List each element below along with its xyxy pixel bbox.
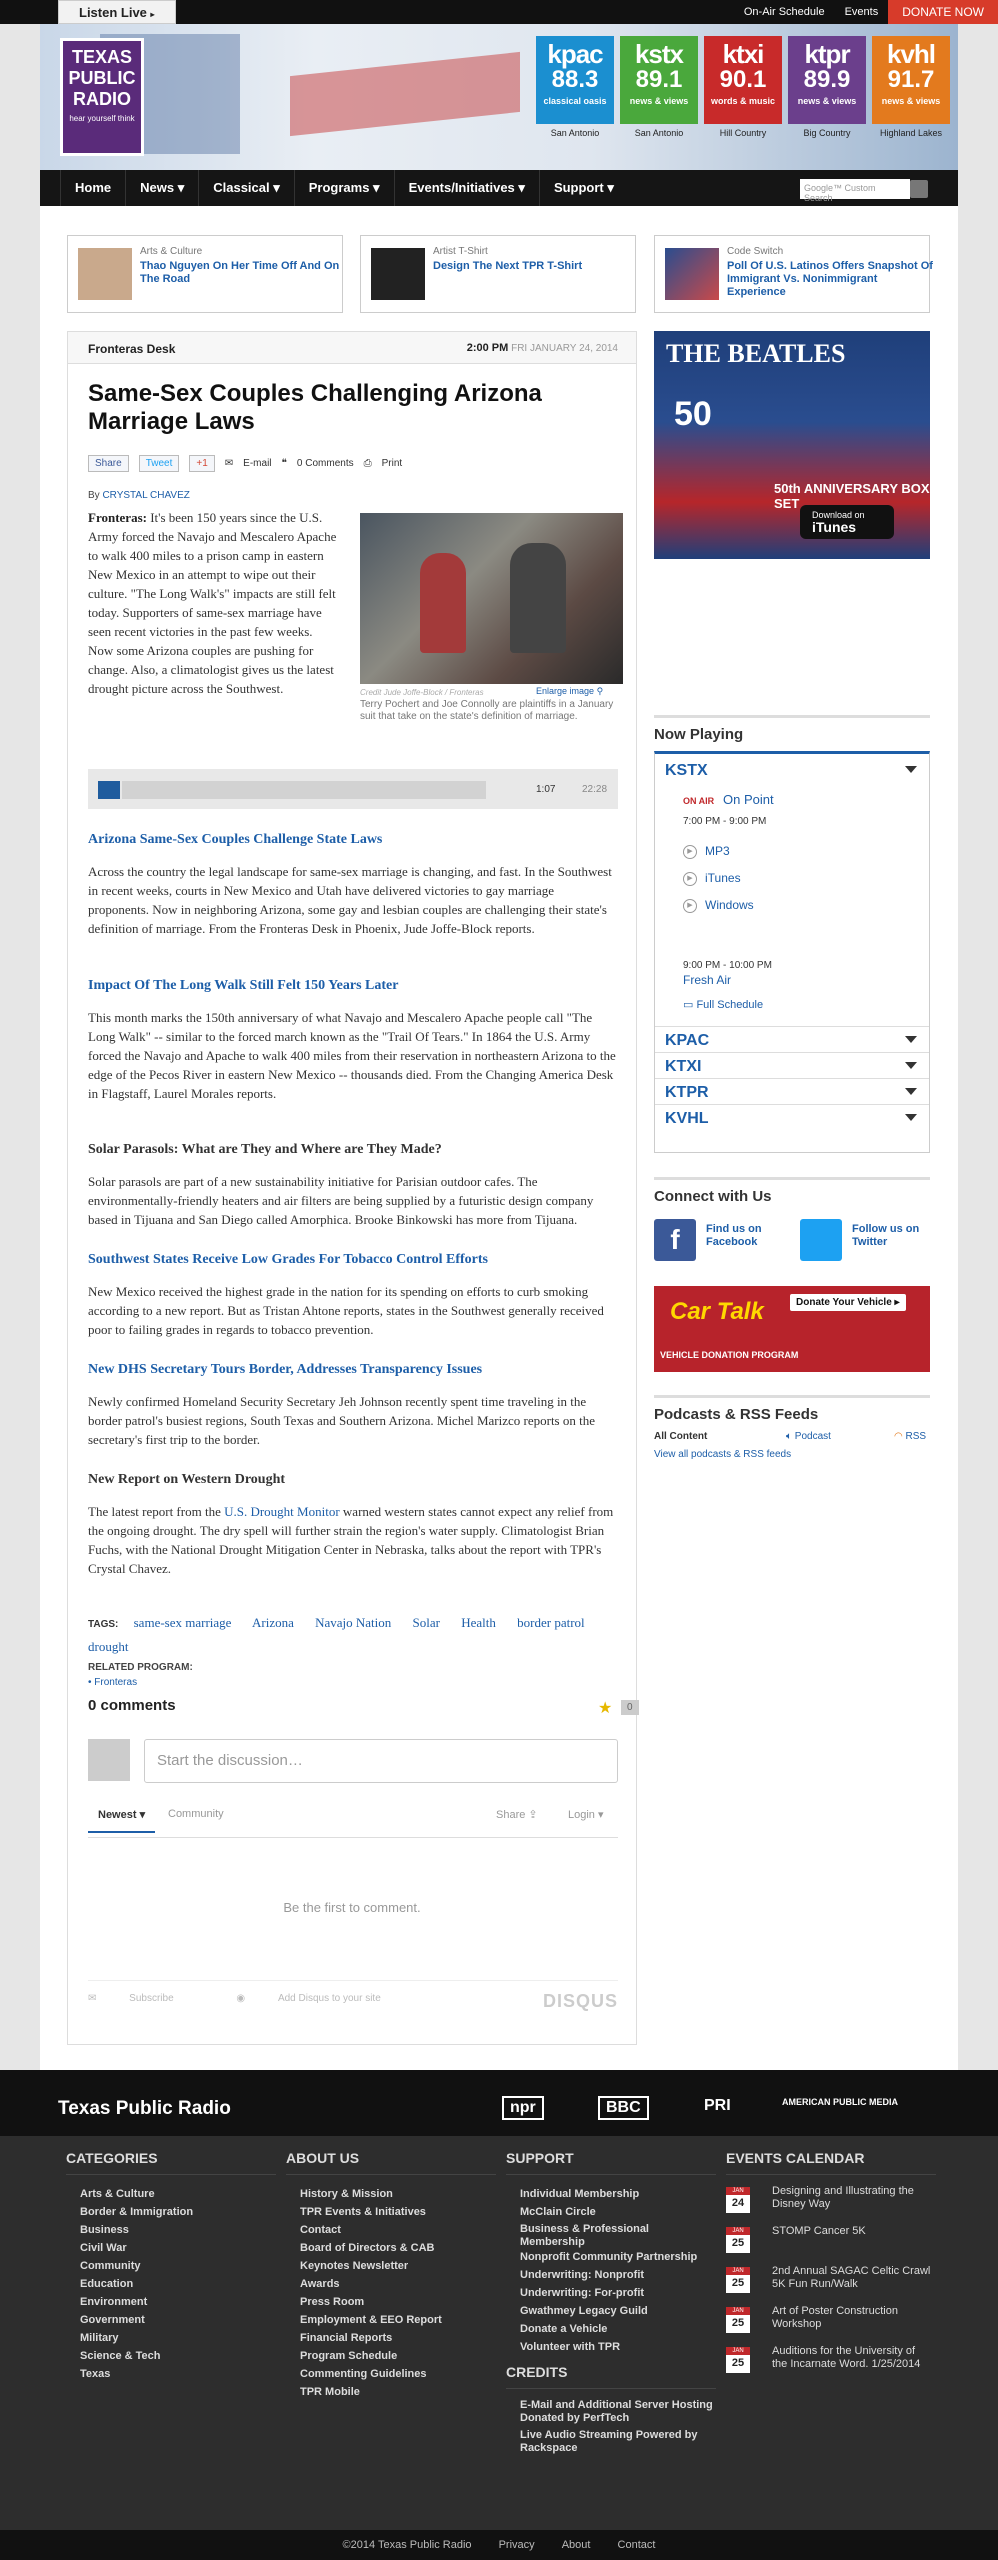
stream-itunes[interactable] bbox=[683, 871, 741, 886]
segment-title: Solar Parasols: What are They and Where are They Made? bbox=[88, 1142, 442, 1157]
chevron-down-icon bbox=[905, 1088, 917, 1095]
footer-link[interactable]: Military bbox=[80, 2332, 119, 2344]
comments-icon: ❝ bbox=[281, 458, 287, 469]
beatles-box-set: 50th ANNIVERSARY BOX SET bbox=[774, 481, 930, 511]
station-frequency: 90.1 bbox=[719, 66, 767, 93]
station-frequency: 88.3 bbox=[551, 66, 599, 93]
publish-date: FRI JANUARY 24, 2014 bbox=[511, 343, 618, 354]
footer-link[interactable]: Live Audio Streaming Powered by Rackspace bbox=[520, 2429, 698, 2454]
station-row-ktxi[interactable] bbox=[655, 1052, 929, 1078]
footer-link[interactable]: TPR Events & Initiatives bbox=[300, 2206, 426, 2218]
star-count: 0 bbox=[621, 1700, 639, 1715]
footer-link[interactable]: Gwathmey Legacy Guild bbox=[520, 2305, 648, 2317]
station-tagline: news & views bbox=[881, 96, 941, 106]
footer-link[interactable]: Civil War bbox=[80, 2242, 127, 2254]
elapsed-time: 1:07 bbox=[536, 784, 556, 795]
segment-body: Solar parasols are part of a new sustainability initiative for Parisian outdoor cafes. The environmentally-friendly heaters and air filters are being supplied by a futuristic design company based in Tijuana and San Diego called Amorphica. Brooke Binkowski has more from Tijuana. bbox=[88, 1174, 594, 1227]
print-icon: ⎙ bbox=[363, 458, 372, 469]
article-photo[interactable] bbox=[360, 513, 623, 684]
site-header bbox=[40, 24, 958, 170]
disqus-logo[interactable]: DISQUS bbox=[542, 1991, 618, 2011]
view-all-podcasts-link[interactable]: View all podcasts & RSS feeds bbox=[654, 1449, 792, 1460]
station-list bbox=[536, 36, 950, 138]
segment-body: Newly confirmed Homeland Security Secretary Jeh Johnson recently spent time traveling in the border patrol's busiest regions, South Texas and Southern Arizona. Michel Marizco reports on the secretary's first trip to the border. bbox=[88, 1394, 595, 1447]
photo-caption: Terry Pochert and Joe Connolly are plaintiffs in a January suit that take on the state's definition of marriage. bbox=[360, 699, 614, 722]
event-title[interactable]: Auditions for the University of the Incarnate Word. 1/25/2014 bbox=[772, 2345, 921, 2370]
calendar-icon bbox=[726, 2187, 750, 2213]
station-badge bbox=[620, 36, 698, 124]
chevron-down-icon[interactable] bbox=[905, 766, 917, 773]
tag-link[interactable]: drought bbox=[88, 1639, 129, 1654]
itunes-label: iTunes bbox=[812, 519, 857, 535]
footer-link[interactable]: Government bbox=[80, 2314, 145, 2326]
station-kstx[interactable] bbox=[620, 36, 698, 138]
twitter-link[interactable]: Follow us on Twitter bbox=[852, 1223, 920, 1248]
article-lead bbox=[88, 508, 338, 698]
tweet-button[interactable]: Tweet bbox=[139, 455, 180, 472]
all-content-label: All Content bbox=[654, 1431, 708, 1442]
beatles-title: THE BEATLES bbox=[666, 339, 846, 368]
footer-heading: CREDITS bbox=[506, 2364, 716, 2389]
station-name: KVHL bbox=[665, 1110, 709, 1127]
total-time: 22:28 bbox=[582, 784, 608, 795]
footer-link[interactable]: Underwriting: Nonprofit bbox=[520, 2269, 645, 2281]
apm-logo[interactable]: AMERICAN PUBLIC MEDIA bbox=[782, 2097, 898, 2107]
station-city: Hill Country bbox=[719, 128, 767, 138]
station-row-kvhl[interactable] bbox=[655, 1104, 929, 1130]
footer bbox=[0, 2070, 998, 2560]
stream-label: iTunes bbox=[705, 871, 741, 885]
author-link[interactable]: CRYSTAL CHAVEZ bbox=[102, 490, 190, 501]
play-button[interactable] bbox=[98, 781, 120, 799]
next-show bbox=[683, 960, 772, 987]
calendar-icon: ▭ bbox=[683, 999, 697, 1011]
related-program-name: Fronteras bbox=[94, 1677, 138, 1688]
beatles-ad[interactable] bbox=[654, 331, 930, 559]
logo-line-2: PUBLIC bbox=[68, 68, 136, 88]
station-call: kstx bbox=[634, 39, 684, 69]
enlarge-image-link[interactable] bbox=[536, 686, 603, 697]
mail-icon: ✉ bbox=[88, 1993, 100, 2004]
station-badge bbox=[536, 36, 614, 124]
donate-button[interactable]: DONATE NOW bbox=[888, 0, 998, 24]
footer-events bbox=[726, 2150, 936, 2385]
segment bbox=[88, 1472, 618, 1578]
donate-vehicle-button[interactable]: Donate Your Vehicle ▸ bbox=[790, 1294, 906, 1311]
events-link[interactable]: Events bbox=[844, 6, 879, 18]
current-show-link[interactable]: On Point bbox=[723, 792, 774, 807]
event-item[interactable] bbox=[726, 2185, 936, 2223]
bbc-logo[interactable]: BBC bbox=[598, 2096, 649, 2120]
station-row-ktpr[interactable] bbox=[655, 1078, 929, 1104]
tag-link[interactable]: Arizona bbox=[251, 1615, 294, 1630]
tab-community[interactable]: Community bbox=[168, 1808, 224, 1820]
segment bbox=[88, 1252, 618, 1339]
calendar-icon bbox=[726, 2227, 750, 2253]
facebook-share-button[interactable]: Share bbox=[88, 455, 129, 472]
play-icon: ▶ bbox=[683, 899, 697, 913]
rss-link[interactable] bbox=[894, 1431, 926, 1442]
footer-link[interactable]: Border & Immigration bbox=[80, 2206, 194, 2218]
stream-label: Windows bbox=[705, 898, 754, 912]
station-ktpr[interactable] bbox=[788, 36, 866, 138]
promo-card[interactable] bbox=[67, 235, 343, 313]
top-links bbox=[734, 0, 998, 24]
promo-kicker: Code Switch bbox=[727, 246, 784, 257]
on-air-label: ON AIR bbox=[683, 796, 715, 806]
full-schedule-label: Full Schedule bbox=[696, 999, 764, 1011]
disqus-icon: ◉ bbox=[236, 1993, 248, 2004]
station-kpac[interactable] bbox=[536, 36, 614, 138]
segment-body: New Mexico received the highest grade in the nation for its spending on efforts to curb smoking according to a new report. But as Tristan Ahtone reports, states in the Southwest generally received poor to failing grades in regards to tobacco prevention. bbox=[88, 1284, 604, 1337]
footer-link[interactable]: Donate a Vehicle bbox=[520, 2323, 608, 2335]
npr-logo[interactable]: npr bbox=[502, 2096, 544, 2120]
now-playing-widget bbox=[654, 751, 930, 1153]
segment-body: Across the country the legal landscape for same-sex marriage is changing, and fast. In the Southwest in recent weeks, courts in New Mexico and Utah have delivered victories to gay marriage proponents. Now in neighboring Arizona, some gay and lesbian couples are challenging their state's definition of marriage. From the Fronteras Desk in Phoenix, Jude Joffe-Block reports. bbox=[88, 864, 612, 936]
stream-mp3[interactable] bbox=[683, 844, 730, 859]
station-tagline: news & views bbox=[797, 96, 857, 106]
now-playing-heading: Now Playing bbox=[654, 715, 930, 743]
calendar-icon bbox=[726, 2307, 750, 2333]
event-month: JAN bbox=[726, 2347, 750, 2355]
footer-heading: ABOUT US bbox=[286, 2150, 496, 2175]
station-city: Highland Lakes bbox=[879, 128, 943, 138]
calendar-icon bbox=[726, 2267, 750, 2293]
related-label: RELATED PROGRAM: bbox=[88, 1662, 193, 1673]
station-ktxi[interactable] bbox=[704, 36, 782, 138]
nav-home[interactable]: Home bbox=[60, 170, 125, 206]
tab-newest[interactable]: Newest ▾ bbox=[88, 1808, 155, 1833]
promo-title[interactable]: Thao Nguyen On Her Time Off And On The Road bbox=[140, 260, 340, 285]
footer-link[interactable]: Nonprofit Community Partnership bbox=[520, 2251, 698, 2263]
rss-label: RSS bbox=[905, 1431, 927, 1442]
footer-link[interactable]: Awards bbox=[300, 2278, 340, 2290]
station-city: San Antonio bbox=[550, 128, 600, 138]
listen-live-button[interactable] bbox=[58, 0, 176, 24]
tag-link[interactable]: same-sex marriage bbox=[133, 1615, 232, 1630]
nav-events[interactable]: Events/Initiatives ▾ bbox=[394, 170, 539, 206]
tpr-logo[interactable] bbox=[60, 38, 144, 156]
segment-body-rest: warned western states cannot expect any relief from the ongoing drought. The dry spell will further strain the region's water supply. Climatologist Brian Fuchs, with the National Drought Mitigation Center in Nebraska, talks about the report with TPR's Crystal Chavez. bbox=[88, 1504, 614, 1576]
add-disqus-link[interactable] bbox=[236, 1993, 410, 2004]
article bbox=[67, 331, 637, 2045]
promo-thumbnail bbox=[78, 248, 132, 300]
event-day: 25 bbox=[731, 2357, 745, 2369]
tags bbox=[88, 1612, 618, 1658]
full-schedule-link[interactable] bbox=[683, 998, 763, 1011]
photo-credit: Credit Jude Joffe-Block / Fronteras bbox=[360, 688, 484, 697]
login-button[interactable]: Login ▾ bbox=[568, 1809, 604, 1821]
footer-link[interactable]: Keynotes Newsletter bbox=[300, 2260, 409, 2272]
share-discussion-button[interactable]: Share ⇪ bbox=[496, 1809, 538, 1821]
audio-progress-bar[interactable] bbox=[122, 781, 486, 799]
event-month: JAN bbox=[726, 2187, 750, 2195]
promo-card[interactable] bbox=[360, 235, 636, 313]
station-city: Big Country bbox=[803, 128, 851, 138]
station-call: ktxi bbox=[722, 39, 764, 69]
segment-title[interactable]: New DHS Secretary Tours Border, Addresses Transparency Issues bbox=[88, 1362, 483, 1377]
subscribe-link[interactable] bbox=[88, 1993, 204, 2004]
footer-link[interactable]: Employment & EEO Report bbox=[300, 2314, 442, 2326]
station-call: kpac bbox=[547, 39, 603, 69]
station-badge bbox=[704, 36, 782, 124]
footer-link[interactable]: Science & Tech bbox=[80, 2350, 161, 2362]
tag-link[interactable]: border patrol bbox=[517, 1615, 585, 1630]
byline bbox=[88, 490, 190, 501]
privacy-link[interactable]: Privacy bbox=[498, 2539, 535, 2551]
footer-link[interactable]: History & Mission bbox=[300, 2188, 393, 2200]
station-name: KPAC bbox=[665, 1032, 710, 1049]
on-air-schedule-link[interactable]: On-Air Schedule bbox=[743, 6, 825, 18]
related-program-link[interactable]: • Fronteras bbox=[88, 1677, 138, 1688]
current-show-hours: 7:00 PM - 9:00 PM bbox=[683, 816, 767, 827]
email-icon: ✉ bbox=[224, 458, 234, 469]
chevron-down-icon bbox=[905, 1114, 917, 1121]
station-row-kpac[interactable] bbox=[655, 1026, 929, 1052]
event-day: 24 bbox=[731, 2197, 745, 2209]
tags-label: TAGS: bbox=[88, 1619, 119, 1630]
tag-link[interactable]: Solar bbox=[412, 1615, 440, 1630]
empty-comments-message: Be the first to comment. bbox=[283, 1900, 421, 1915]
promo-thumbnail bbox=[665, 248, 719, 300]
promo-card[interactable] bbox=[654, 235, 933, 313]
publish-time bbox=[467, 342, 618, 354]
main-nav bbox=[40, 170, 958, 206]
footer-heading: EVENTS CALENDAR bbox=[726, 2150, 936, 2175]
email-link[interactable]: E-mail bbox=[243, 458, 272, 469]
subscribe-label: Subscribe bbox=[129, 1993, 174, 2004]
event-item[interactable] bbox=[726, 2345, 936, 2383]
rss-icon: ◠ bbox=[894, 1431, 906, 1442]
nav-classical[interactable]: Classical ▾ bbox=[198, 170, 294, 206]
station-kvhl[interactable] bbox=[872, 36, 950, 138]
footer-link[interactable]: Board of Directors & CAB bbox=[300, 2242, 435, 2254]
search-input[interactable]: Google™ Custom Search bbox=[800, 179, 910, 199]
stream-windows[interactable] bbox=[683, 898, 754, 913]
footer-heading: CATEGORIES bbox=[66, 2150, 276, 2175]
segment-title[interactable]: Impact Of The Long Walk Still Felt 150 Years Later bbox=[88, 978, 399, 993]
event-day: 25 bbox=[731, 2237, 745, 2249]
promo-title[interactable]: Design The Next TPR T-Shirt bbox=[433, 260, 583, 272]
discussion-tabs bbox=[88, 1808, 618, 1838]
station-frequency: 91.7 bbox=[887, 66, 935, 93]
station-frequency: 89.9 bbox=[803, 66, 851, 93]
footer-link[interactable]: Education bbox=[80, 2278, 134, 2290]
next-show-hours: 9:00 PM - 10:00 PM bbox=[683, 960, 772, 971]
disqus-footer bbox=[88, 1980, 618, 2014]
photo-figure bbox=[510, 543, 566, 653]
footer-link[interactable]: Arts & Culture bbox=[80, 2188, 155, 2200]
footer-categories bbox=[66, 2150, 276, 2383]
footer-support bbox=[506, 2150, 716, 2455]
car-talk-ad[interactable] bbox=[654, 1286, 930, 1372]
podcasts-heading: Podcasts & RSS Feeds bbox=[654, 1395, 930, 1423]
segment-body: This month marks the 150th anniversary of what Navajo and Mescalero Apache people call "The Long Walk" -- similar to the forced march known as the "Trail Of Tears." In 1864 the U.S. Army forced the Navajo and Apache to walk 400 miles from their reservation in northeastern Arizona to the edge of the Pecos River in eastern New Mexico -- thousands died. From the Changing America Desk in Flagstaff, Laurel Morales reports. bbox=[88, 1010, 616, 1101]
event-item[interactable] bbox=[726, 2225, 936, 2263]
event-title[interactable]: Art of Poster Construction Workshop bbox=[772, 2305, 898, 2330]
station-name: KTPR bbox=[665, 1084, 709, 1101]
event-item[interactable] bbox=[726, 2265, 936, 2303]
station-badge bbox=[872, 36, 950, 124]
podcast-links bbox=[654, 1431, 930, 1460]
logo-line-3: RADIO bbox=[73, 89, 131, 109]
station-tagline: classical oasis bbox=[543, 96, 607, 106]
audio-player bbox=[88, 769, 618, 809]
nav-news[interactable]: News ▾ bbox=[125, 170, 198, 206]
footer-link[interactable]: Commenting Guidelines bbox=[300, 2368, 427, 2380]
comment-count: 0 comments bbox=[88, 1697, 176, 1714]
footer-link[interactable]: Environment bbox=[80, 2296, 148, 2308]
event-day: 25 bbox=[731, 2317, 745, 2329]
car-talk-title: Car Talk bbox=[670, 1298, 764, 1325]
event-title[interactable]: Designing and Illustrating the Disney Way bbox=[772, 2185, 914, 2210]
footer-link[interactable]: TPR Mobile bbox=[300, 2386, 360, 2398]
share-bar bbox=[88, 455, 402, 472]
related-program bbox=[88, 1662, 193, 1688]
event-title[interactable]: STOMP Cancer 5K bbox=[772, 2225, 866, 2237]
station-city: San Antonio bbox=[634, 128, 684, 138]
bottom-bar bbox=[0, 2530, 998, 2560]
star-icon[interactable]: ★ bbox=[598, 1700, 613, 1717]
top-bar bbox=[0, 0, 998, 24]
publish-hour: 2:00 PM bbox=[466, 342, 509, 354]
footer-header bbox=[0, 2070, 998, 2136]
segment bbox=[88, 832, 618, 938]
byline-label: By bbox=[88, 490, 100, 501]
segment-body bbox=[88, 1502, 618, 1578]
footer-link[interactable]: McClain Circle bbox=[520, 2206, 596, 2218]
tag-link[interactable]: Health bbox=[461, 1615, 496, 1630]
tag-link[interactable]: Navajo Nation bbox=[315, 1615, 392, 1630]
facebook-link[interactable]: Find us on Facebook bbox=[706, 1223, 762, 1248]
stream-label: MP3 bbox=[705, 844, 730, 858]
segment-title[interactable]: Southwest States Receive Low Grades For Tobacco Control Efforts bbox=[88, 1252, 489, 1267]
segment-title: New Report on Western Drought bbox=[88, 1472, 286, 1487]
enlarge-label: Enlarge image bbox=[536, 686, 595, 696]
station-frequency: 89.1 bbox=[635, 66, 683, 93]
segment-title[interactable]: Arizona Same-Sex Couples Challenge State Laws bbox=[88, 832, 383, 847]
footer-link[interactable]: Contact bbox=[300, 2224, 341, 2236]
next-show-link[interactable]: Fresh Air bbox=[683, 973, 732, 987]
promo-kicker: Arts & Culture bbox=[140, 246, 203, 257]
footer-link[interactable]: E-Mail and Additional Server Hosting Donated by PerfTech bbox=[520, 2399, 713, 2424]
station-name: KTXI bbox=[665, 1058, 702, 1075]
event-month: JAN bbox=[726, 2227, 750, 2235]
page-body bbox=[40, 206, 958, 2070]
logo-line-1: TEXAS bbox=[71, 47, 132, 67]
nav-support[interactable]: Support ▾ bbox=[539, 170, 628, 206]
footer-link[interactable]: Volunteer with TPR bbox=[520, 2341, 621, 2353]
beatles-fifty: 50 bbox=[674, 395, 712, 433]
promo-thumbnail bbox=[371, 248, 425, 300]
lead-text: It's been 150 years since the U.S. Army forced the Navajo and Mescalero Apache to walk 400 miles to a prison camp in eastern New Mexico in an attempt to wipe out their culture. "The Long Walk's" impacts are still felt today. Supporters of same-sex marriage have seen recent victories in the past few weeks. Now some Arizona couples are pushing for change. Also, a climatologist gives us the latest drought picture across the Southwest. bbox=[88, 510, 337, 696]
footer-link[interactable]: Business & Professional Membership bbox=[520, 2223, 649, 2248]
station-call: kvhl bbox=[886, 39, 936, 69]
event-day: 25 bbox=[731, 2277, 745, 2289]
station-tagline: news & views bbox=[629, 96, 689, 106]
footer-about bbox=[286, 2150, 496, 2401]
twitter-icon[interactable] bbox=[800, 1219, 842, 1261]
itunes-small: Download on bbox=[812, 510, 865, 520]
footer-link[interactable]: Community bbox=[80, 2260, 141, 2272]
chevron-down-icon bbox=[905, 1062, 917, 1069]
event-month: JAN bbox=[726, 2267, 750, 2275]
footer-brand[interactable]: Texas Public Radio bbox=[58, 2098, 231, 2119]
segment bbox=[88, 978, 618, 1103]
footer-link[interactable]: Texas bbox=[80, 2368, 111, 2380]
footer-link[interactable]: Financial Reports bbox=[300, 2332, 393, 2344]
station-tagline: words & music bbox=[710, 96, 775, 106]
desk-bar bbox=[68, 332, 636, 364]
photo-figure bbox=[420, 553, 466, 653]
footer-link[interactable]: Program Schedule bbox=[300, 2350, 398, 2362]
play-icon: ▶ bbox=[683, 845, 697, 859]
footer-link[interactable]: Individual Membership bbox=[520, 2188, 640, 2200]
event-item[interactable] bbox=[726, 2305, 936, 2343]
facebook-icon[interactable]: f bbox=[654, 1219, 696, 1261]
google-plus-button[interactable]: +1 bbox=[189, 455, 214, 472]
desk-name[interactable]: Fronteras Desk bbox=[88, 342, 176, 356]
avatar bbox=[88, 1739, 130, 1781]
footer-link[interactable]: Business bbox=[80, 2224, 129, 2236]
footer-link[interactable]: Press Room bbox=[300, 2296, 365, 2308]
pri-logo[interactable]: PRI bbox=[704, 2097, 731, 2114]
calendar-icon bbox=[726, 2347, 750, 2373]
event-month: JAN bbox=[726, 2307, 750, 2315]
itunes-badge[interactable] bbox=[800, 505, 894, 539]
event-title[interactable]: 2nd Annual SAGAC Celtic Crawl 5K Fun Run/Walk bbox=[772, 2265, 931, 2290]
station-badge bbox=[788, 36, 866, 124]
station-selector[interactable]: KSTX bbox=[665, 762, 708, 779]
article-headline: Same-Sex Couples Challenging Arizona Marriage Laws bbox=[88, 380, 542, 435]
contact-link[interactable]: Contact bbox=[617, 2539, 656, 2551]
podcast-link[interactable] bbox=[786, 1431, 831, 1442]
magnifier-icon: ⚲ bbox=[596, 686, 604, 696]
connect-heading: Connect with Us bbox=[654, 1177, 930, 1205]
play-icon: ▶ bbox=[683, 872, 697, 886]
footer-link[interactable]: Underwriting: For-profit bbox=[520, 2287, 645, 2299]
add-disqus-label: Add Disqus to your site bbox=[277, 1993, 381, 2004]
print-link[interactable]: Print bbox=[381, 458, 403, 469]
listen-live-label: Listen Live bbox=[79, 5, 147, 20]
about-link[interactable]: About bbox=[561, 2539, 591, 2551]
speaker-icon: 🔈︎ bbox=[786, 1431, 795, 1442]
texas-flag-stripe bbox=[290, 52, 520, 136]
segment bbox=[88, 1142, 618, 1229]
comments-link[interactable]: 0 Comments bbox=[296, 458, 354, 469]
promo-kicker: Artist T-Shirt bbox=[433, 246, 488, 257]
podcast-label: Podcast bbox=[794, 1431, 831, 1442]
drought-monitor-link[interactable]: U.S. Drought Monitor bbox=[224, 1504, 340, 1519]
play-arrow-icon: ▸ bbox=[150, 10, 155, 19]
comment-input[interactable]: Start the discussion… bbox=[144, 1739, 618, 1783]
vehicle-donation-label: VEHICLE DONATION PROGRAM bbox=[660, 1350, 799, 1360]
lead-label: Fronteras: bbox=[88, 510, 147, 525]
footer-heading: SUPPORT bbox=[506, 2150, 716, 2175]
nav-programs[interactable]: Programs ▾ bbox=[294, 170, 394, 206]
segment bbox=[88, 1362, 618, 1449]
segment-body-pre: The latest report from the bbox=[88, 1504, 225, 1519]
logo-tagline: hear yourself think bbox=[69, 114, 135, 123]
station-call: ktpr bbox=[804, 39, 850, 69]
search-icon[interactable] bbox=[910, 180, 928, 198]
chevron-down-icon bbox=[905, 1036, 917, 1043]
copyright: ©2014 Texas Public Radio bbox=[342, 2539, 472, 2551]
promo-title[interactable]: Poll Of U.S. Latinos Offers Snapshot Of Immigrant Vs. Nonimmigrant Experience bbox=[727, 260, 933, 298]
